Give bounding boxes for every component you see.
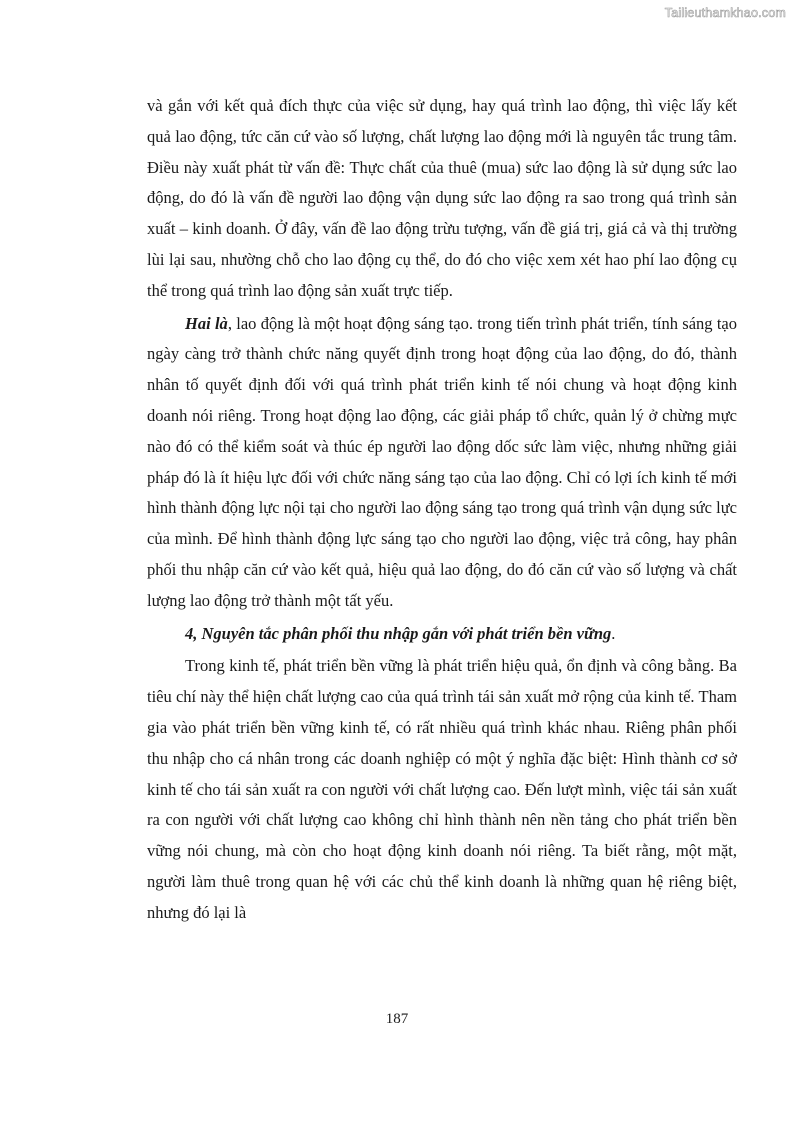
- paragraph-continuation: và gắn với kết quả đích thực của việc sử dụng, hay quá trình lao động, thì việc lấy kết quả lao động, tức căn cứ vào số lượng, chất lượng lao động mới là nguyên tắc trung tâm. Điều này xuất phát từ vấn đề: Thực chất của thuê (mua) sức lao động là sử dụng sức lao động, do đó là vấn đề người lao động vận dụng sức lao động ra sao trong quá trình sản xuất – kinh doanh. Ở đây, vấn đề lao động trừu tượng, vấn đề giá trị, giá cả và thị trường lùi lại sau, nhường chỗ cho lao động cụ thể, do đó cho việc xem xét hao phí lao động cụ thể trong quá trình lao động sản xuất trực tiếp.: [147, 96, 737, 300]
- section-heading-text: 4, Nguyên tắc phân phối thu nhập gắn với phát triển bền vững: [185, 623, 612, 643]
- paragraph-hai-la: [147, 309, 737, 617]
- paragraph-hai-la-body: , lao động là một hoạt động sáng tạo. trong tiến trình phát triển, tính sáng tạo ngày càng trở thành chức năng quyết định trong hoạt động của lao động, do đó, thành nhân tố quyết định đối với quá trình phát triển kinh tế nói chung và hoạt động kinh doanh nói riêng. Trong hoạt động lao động, các giải pháp tổ chức, quản lý ở chừng mực nào đó có thể kiểm soát và thúc ép người lao động dốc sức làm việc, nhưng những giải pháp đó là ít hiệu lực đối với chức năng sáng tạo của lao động. Chỉ có lợi ích kinh tế mới hình thành động lực nội tại cho người lao động sáng tạo trong quá trình vận dụng sức lực của mình. Để hình thành động lực sáng tạo cho người lao động, việc trả công, hay phân phối thu nhập căn cứ vào kết quả, hiệu quả lao động, do đó căn cứ vào số lượng và chất lượng lao động trở thành một tất yếu.: [147, 313, 737, 610]
- page-body: [147, 91, 737, 929]
- section-heading-period: .: [611, 623, 616, 643]
- section-heading: [147, 619, 737, 650]
- watermark-text: Tailieuthamkhao.com: [664, 6, 786, 20]
- page-number: 187: [385, 1011, 409, 1027]
- paragraph-lead-term: Hai là: [185, 313, 228, 333]
- paragraph-sustainable-development: Trong kinh tế, phát triển bền vững là phát triển hiệu quả, ổn định và công bằng. Ba tiêu chí này thể hiện chất lượng cao của quá trình tái sản xuất mở rộng của kinh tế. Tham gia vào phát triển bền vững kinh tế, có rất nhiều quá trình khác nhau. Riêng phân phối thu nhập cho cá nhân trong các doanh nghiệp có một ý nghĩa đặc biệt: Hình thành cơ sở kinh tế cho tái sản xuất ra con người với chất lượng cao. Đến lượt mình, việc tái sản xuất ra con người với chất lượng cao không chỉ hình thành nên nền tảng cho phát triển bền vững nói chung, mà còn cho hoạt động kinh doanh nói riêng. Ta biết rằng, một mặt, người làm thuê trong quan hệ với các chủ thể kinh doanh là những quan hệ riêng biệt, nhưng đó lại là: [147, 656, 737, 922]
